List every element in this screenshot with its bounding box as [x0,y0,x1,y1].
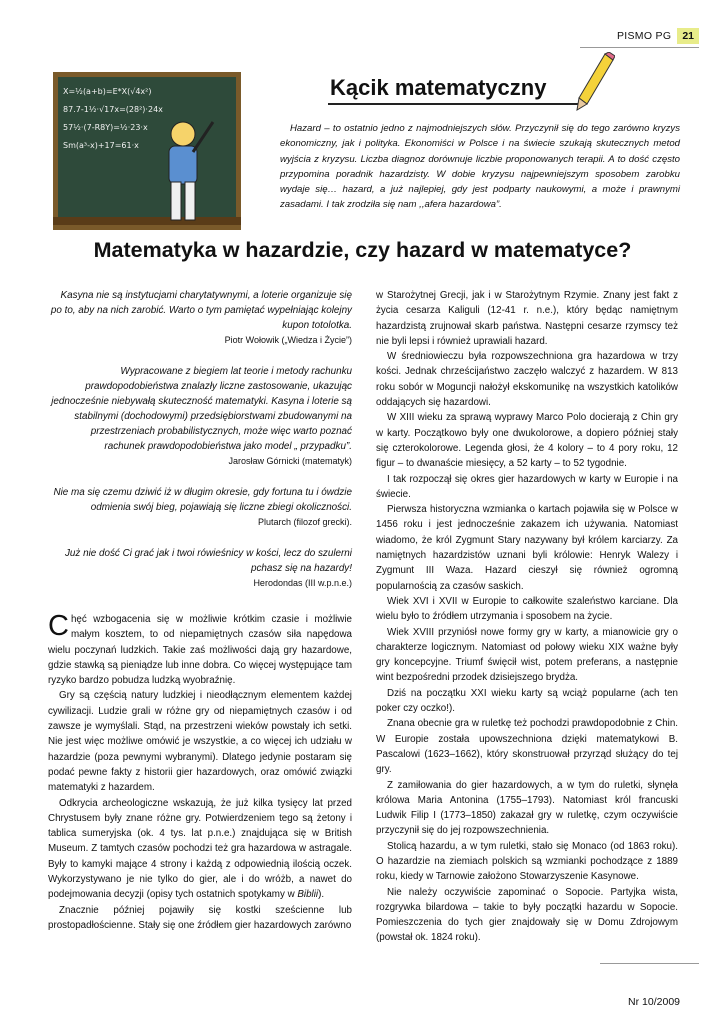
paragraph: Odkrycia archeologiczne wskazują, że już kilka tysięcy lat przed Chrystusem były znane różne gry. Potwierdzeniem tego są żetony i tablica sumeryjska (ok. 4 tys. lat p.n.e.) znajdująca się w British Museum. Z tamtych czasów pochodzi też gra hazardowa w astragale. Były to kamyki mające 4 strony i każdą z odpowiednią ilością oczek. Wykorzystywano je nie tylko do gier, ale i do wróżb, a nawet do podejmowania decyzji (opisy tych ostatnich spotykamy w Biblii). [48,797,352,901]
paragraph: Stolicą hazardu, a w tym ruletki, stało się Monaco (od 1863 roku). O hazardzie na ziemiach polskich są wzmianki pochodzące z 1889 roku, kiedy w Tarnowie założono Stowarzyszenie Kasynowe. [376,840,678,883]
page-number: 21 [677,28,699,44]
header-divider [580,47,699,48]
quote-text: Już nie dość Ci grać jak i twoi rówieśnicy w kości, lecz do szulerni pchasz się na hazardy! [64,548,352,574]
quote-source: Plutarch (filozof grecki). [257,517,352,527]
quote-source: Jarosław Górnicki (matematyk) [228,456,352,466]
board-formula-3: 57½·(7-R8Y)=½·23·x [63,123,148,132]
pencil-icon [575,52,615,112]
footer-divider [600,963,699,964]
paragraph: Znacznie później pojawiły się kostki sześcienne lub prostopadłościenne. Stały się one źródłem gier hazardowych zarówno [48,904,352,931]
paragraph: W średniowieczu była rozpowszechniona gra hazardowa w trzy kości. Jednak chrześcijaństwo zaczęło walczyć z hazardem. W 813 roku sobór w Moguncji nałożył ekskomunikę na wszystkich katolików oddających się hazardowi. [376,351,678,409]
intro-paragraph: Hazard – to ostatnio jedno z najmodniejszych słów. Przyczynił się do tego zarówno kryzys ekonomiczny, jak i polityka. Ekonomiści w Polsce i na świecie szukają skutecznych metod wyjścia z kryzysu. Liczba diagnoz dorównuje liczbie proponowanych terapii. A to dość często przypomina poradnik hazardzisty. W dobie kryzysu najpewniejszym sposobem zarobku wydaje się… hazard, a już najlepiej, gdy jest podparty naukowymi, a może i prawnymi zasadami. I tak zrodziła się nam ,,afera hazardowa”. [280,123,680,211]
paragraph: Wiek XVI i XVII w Europie to całkowite szaleństwo karciane. Dla wielu było to źródłem utrzymania i sposobem na życie. [376,595,678,623]
left-column [48,288,352,933]
quote-block [48,485,352,529]
right-column [376,288,678,946]
left-body-text [48,612,352,933]
section-title-underline [328,103,580,105]
paragraph: Pierwsza historyczna wzmianka o kartach pojawiła się w Polsce w 1456 roku i jest jednocześnie zakazem ich używania. Natomiast wiadomo, że król Zygmunt Stary nazywany był królem karciarzy. Za namiętnych hazardzistów uznani byli królowie: Henryk Walezy i Zygmunt III Waza. Hazard cieszył się również ogromną popularnością za czasów saskich. [376,504,678,592]
quote-block [48,546,352,590]
quote-block [48,288,352,347]
blackboard-illustration [53,72,241,230]
paragraph: Wiek XVIII przyniósł nowe formy gry w karty, a mianowicie gry o charakterze logicznym. Natomiast od połowy wieku XIX ważne były gry koncepcyjne. Triumf święcił wist, potem preferans, a następnie wint bezpośredni przodek dzisiejszego brydża. [376,626,678,684]
drop-cap: C [48,610,69,642]
quote-text: Kasyna nie są instytucjami charytatywnymi, a loterie organizuje się po to, aby na nich zarobić. Warto o tym pamiętać wypełniając kolejny kupon totolotka. [50,290,352,331]
article-title: Matematyka w hazardzie, czy hazard w matematyce? [93,238,632,262]
paragraph: W XIII wieku za sprawą wyprawy Marco Polo docierają z Chin gry w karty. Początkowo były one dwukolorowe, a dopiero później stały się czterokolorowe. Legenda głosi, że 4 kolory – to 4 pory roku, 12 figur – to dwanaście miesięcy, a 52 karty – to 52 tygodnie. [376,412,678,470]
section-title: Kącik matematyczny [330,75,547,100]
quote-text: Nie ma się czemu dziwić iż w długim okresie, gdy fortuna tu i ówdzie odmienia swój bieg, pojawiają się liczne zbiegi okoliczności. [53,487,352,513]
paragraph: Nie należy oczywiście zapominać o Sopocie. Partyjka wista, rozgrywka bilardowa – takie to były początki hazardu w Sopocie. Pomieszczenia do tych gier znajdowały się w Domu Zdrojowym (powstał ok. 1824 roku). [376,886,678,944]
issue-number: Nr 10/2009 [628,996,680,1008]
quote-source: Herodondas (III w.p.n.e.) [253,578,352,588]
board-formula-2: 87.7-1½·√17x=(28²)·24x [63,105,163,114]
paragraph: I tak rozpoczął się okres gier hazardowych w karty w Europie i na świecie. [376,473,678,500]
paragraph: w Starożytnej Grecji, jak i w Starożytnym Rzymie. Znany jest fakt z życia cesarza Kaliguli (12-41 r. n.e.), który będąc namiętnym hazardzistą zrujnował skarb państwa. Następni cesarze rzymscy też nie byli lepsi i również uprawiali hazard. [376,290,678,347]
board-formula-4: Sm(a³-x)+17=61·x [63,141,139,150]
paragraph: Chęć wzbogacenia się w możliwie krótkim czasie i możliwie małym kosztem, to od niepamiętnych czasów siła napędowa wielu poczynań ludzkich. Takie zaś możliwości dają gry hazardowe, gdzie stawką są pieniądze lub inne dobra. Co więcej występujące tam ryzyko bardzo pobudza ludzką wyobraźnię. [48,610,352,687]
quote-block [48,364,352,468]
quote-text: Wypracowane z biegiem lat teorie i metody rachunku prawdopodobieństwa znalazły liczne zastosowanie, ukazując jednocześnie niebywałą skuteczność matematyki. Kasyna i loterie są stabilnymi (dochodowymi) przedsiębiorstwami zbudowanymi na przestrzeniach probabilistycznych, może więc warto poznać rachunek prawdopodobieństwa jako model „ przypadku”. [51,366,352,452]
publication-name: PISMO PG [616,30,672,42]
paragraph: Dziś na początku XXI wieku karty są wciąż popularne (ach ten poker czy oczko!). [376,687,678,715]
page-header [617,28,699,44]
paragraph: Znana obecnie gra w ruletkę też pochodzi prawdopodobnie z Chin. W Europie została upowszechniona dzięki matematykowi B. Pascalowi (1623–1662), który skonstruował przyrząd służący do tej gry. [376,718,678,776]
quote-source: Piotr Wołowik („Wiedza i Życie”) [224,335,352,345]
paragraph: Z zamiłowania do gier hazardowych, a w tym do ruletki, słynęła królowa Maria Antonina (1755–1793). Natomiast król francuski Ludwik Filip I (1773–1850) zakazał gry w ruletkę, czym oczywiście przyczynił się do jej rozpowszechnienia. [376,779,678,837]
board-formula-1: X=½(a+b)=E*X(√4x²) [63,87,152,96]
paragraph: Gry są częścią natury ludzkiej i nieodłącznym elementem każdej cywilizacji. Ludzie grali w różne gry od niepamiętnych czasów i od zawsze je wymyślali. Stąd, na przestrzeni wieków powstały ich setki. Nie jest więc możliwe omówić je wszystkie, a co więcej ich udziału w hazardzie (poza pewnymi wybranymi). Dlatego jedynie postaram się podać pewne fakty z historii gier hazardowych, oraz omówić związki matematyki z hazardem. [48,690,352,794]
